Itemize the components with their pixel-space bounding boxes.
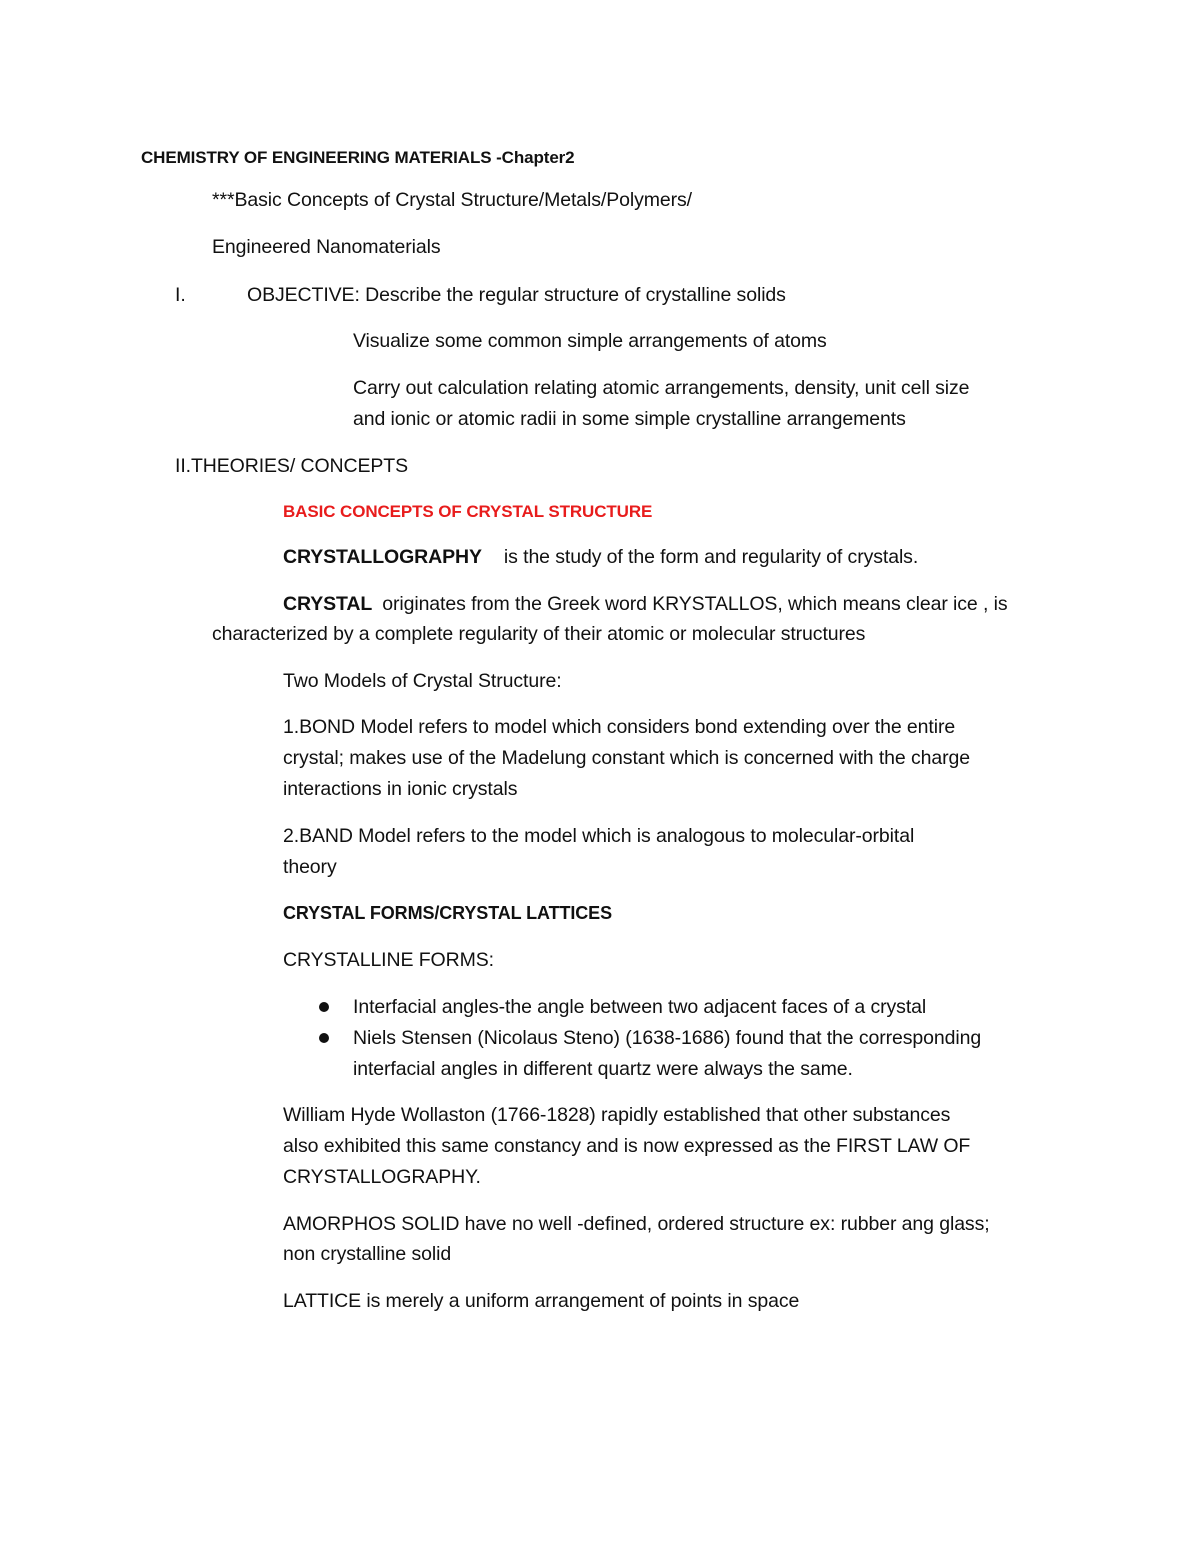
crystal-definition-line-2: characterized by a complete regularity of their atomic or molecular structures — [212, 623, 866, 645]
wollaston-line-1: William Hyde Wollaston (1766-1828) rapidly established that other substances — [283, 1104, 951, 1126]
bullet-1-text: Interfacial angles-the angle between two adjacent faces of a crystal — [353, 996, 927, 1018]
theories-heading: II.THEORIES/ CONCEPTS — [175, 455, 409, 477]
crystallography-paragraph — [283, 545, 918, 569]
models-heading: Two Models of Crystal Structure: — [283, 670, 562, 692]
crystalline-forms-heading: CRYSTALLINE FORMS: — [283, 949, 494, 971]
crystallography-definition: is the study of the form and regularity of crystals. — [503, 546, 919, 568]
crystal-definition-line-1: originates from the Greek word KRYSTALLOS, which means clear ice , is — [382, 593, 1008, 615]
bond-model-line-2: crystal; makes use of the Madelung constant which is concerned with the charge — [283, 747, 970, 769]
bond-model-line-3: interactions in ionic crystals — [283, 778, 518, 800]
wollaston-line-3: CRYSTALLOGRAPHY. — [283, 1166, 481, 1188]
band-model-line-2: theory — [283, 856, 337, 878]
subtitle-line-2: Engineered Nanomaterials — [212, 236, 441, 258]
bullet-2-text-line-1: Niels Stensen (Nicolaus Steno) (1638-1686) found that the corresponding — [353, 1027, 982, 1049]
wollaston-line-2: also exhibited this same constancy and is now expressed as the FIRST LAW OF — [283, 1135, 971, 1157]
bullet-2-icon — [319, 1033, 329, 1043]
amorphos-line-1: AMORPHOS SOLID have no well -defined, ordered structure ex: rubber ang glass; — [283, 1213, 990, 1235]
crystal-forms-heading: CRYSTAL FORMS/CRYSTAL LATTICES — [283, 903, 612, 923]
objective-numeral: I. — [175, 284, 186, 306]
section-heading: BASIC CONCEPTS OF CRYSTAL STRUCTURE — [283, 502, 653, 521]
subtitle-line-1: ***Basic Concepts of Crystal Structure/Metals/Polymers/ — [212, 189, 693, 211]
objective-item-3-line-1: Carry out calculation relating atomic arrangements, density, unit cell size — [353, 377, 970, 399]
lattice-definition: LATTICE is merely a uniform arrangement of points in space — [283, 1290, 800, 1312]
objective-item-2: Visualize some common simple arrangements of atoms — [353, 330, 827, 352]
bullet-1-icon — [319, 1002, 329, 1012]
band-model-line-1: 2.BAND Model refers to the model which is analogous to molecular-orbital — [283, 825, 915, 847]
crystal-term: CRYSTAL — [283, 593, 373, 615]
objective-lead: OBJECTIVE: Describe the regular structure of crystalline solids — [247, 284, 786, 306]
crystallography-term: CRYSTALLOGRAPHY — [283, 546, 482, 568]
amorphos-line-2: non crystalline solid — [283, 1243, 452, 1265]
bond-model-line-1: 1.BOND Model refers to model which considers bond extending over the entire — [283, 716, 956, 738]
document-title: CHEMISTRY OF ENGINEERING MATERIALS -Chapter2 — [141, 148, 575, 167]
bullet-2-text-line-2: interfacial angles in different quartz were always the same. — [353, 1058, 853, 1080]
crystal-paragraph-line-1 — [283, 592, 1008, 616]
objective-item-3-line-2: and ionic or atomic radii in some simple crystalline arrangements — [353, 408, 906, 430]
